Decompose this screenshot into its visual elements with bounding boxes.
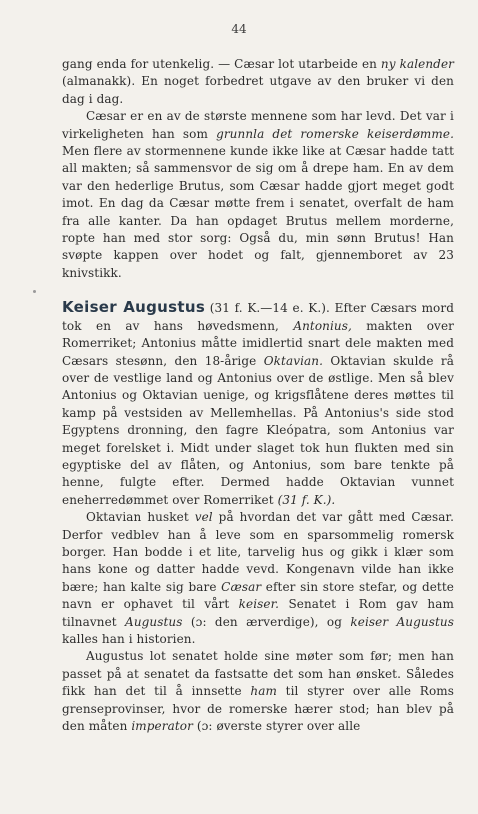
emphasis-keiser: keiser. xyxy=(238,597,280,612)
body-text xyxy=(62,56,454,735)
section-heading: Keiser Augustus xyxy=(62,298,206,317)
margin-speck xyxy=(33,290,36,293)
emphasis-ham: ham xyxy=(250,684,277,699)
emphasis-keiserdomme: grunnla det romerske keiserdømme. xyxy=(216,126,454,141)
emphasis-date: (31 f. K.). xyxy=(277,492,336,507)
emphasis-oktavian: Oktavian. xyxy=(263,353,324,368)
paragraph-calendar: gang enda for utenkelig. — Cæsar lot utarbeide en ny kalender (almanakk). En noget forbedret utgave av den bruker vi den dag i dag. xyxy=(62,57,454,106)
emphasis-keiser-augustus: keiser Augustus xyxy=(350,614,454,629)
paragraph-caesar-death: Cæsar er en av de største mennene som har levd. Det var i virkeligheten han som grunnla det romerske keiserdømme. Men flere av stormennene kunde ikke like at Cæsar hadde tatt all makten; så sammensvor de sig om å drepe ham. En av dem var den hederlige Brutus, som Cæsar hadde gjort meget godt imot. En dag da Cæsar møtte frem i senatet, overfalt de ham fra alle kanter. Da han opdaget Brutus mellem morderne, ropte han med stor sorg: Også du, min sønn Brutus! Han svøpte kappen over hodet og falt, gjennemboret av 23 knivstikk. xyxy=(62,109,454,280)
emphasis-augustus: Augustus xyxy=(125,614,183,629)
paragraph-oktavian: Oktavian husket vel på hvordan det var gått med Cæsar. Derfor vedblev han å leve som en sparsommelig romersk borger. Han bodde i et lite, tarvelig hus og gikk i klær som hans kone og datter hadde vevd. Kongenavn vilde han ikke bære; han kalte sig bare Cæsar efter sin store stefar, og dette navn er ophavet til vårt keiser. Senatet i Rom gav ham tilnavnet Augustus (ɔ: den ærverdige), og keiser Augustus kalles han i historien. xyxy=(62,510,454,646)
emphasis-caesar: Cæsar xyxy=(221,579,262,594)
emphasis-imperator: imperator xyxy=(131,719,193,734)
paragraph-senate: Augustus lot senatet holde sine møter som før; men han passet på at senatet da fastsatte det som han ønsket. Således fikk han det til å innsette ham til styrer over alle Roms grenseprovinser, hvor de romerske hærer stod; han blev på den måten imperator (ɔ: øverste styrer over alle xyxy=(62,649,455,734)
page-number: 44 xyxy=(231,22,247,36)
emphasis-vel: vel xyxy=(194,510,213,525)
emphasis-ny-kalender: ny kalender xyxy=(380,57,454,71)
paragraph-augustus-intro: Keiser Augustus (31 f. K.—14 e. K.). Efter Cæsars mord tok en av hans høvedsmenn, Antonius, makten over Romerriket; Antonius måtte imidlertid snart dele makten med Cæsars stesønn, den 18-årige Oktavian. Oktavian skulde rå over de vestlige land og Antonius over de østlige. Men så blev Antonius og Oktavian uenige, og krigsflåtene deres møttes til kamp på vestsiden av Mellemhellas. På Antonius's side stod Egyptens dronning, den fagre Kleópatra, som Antonius var meget forelsket i. Midt under slaget tok hun flukten med sin egyptiske del av flåten, og Antonius, som bare tenkte på henne, fulgte efter. Dermed hadde Oktavian vunnet eneherredømmet over Romerriket (31 f. K.). xyxy=(62,298,454,507)
emphasis-antonius: Antonius, xyxy=(293,318,352,333)
